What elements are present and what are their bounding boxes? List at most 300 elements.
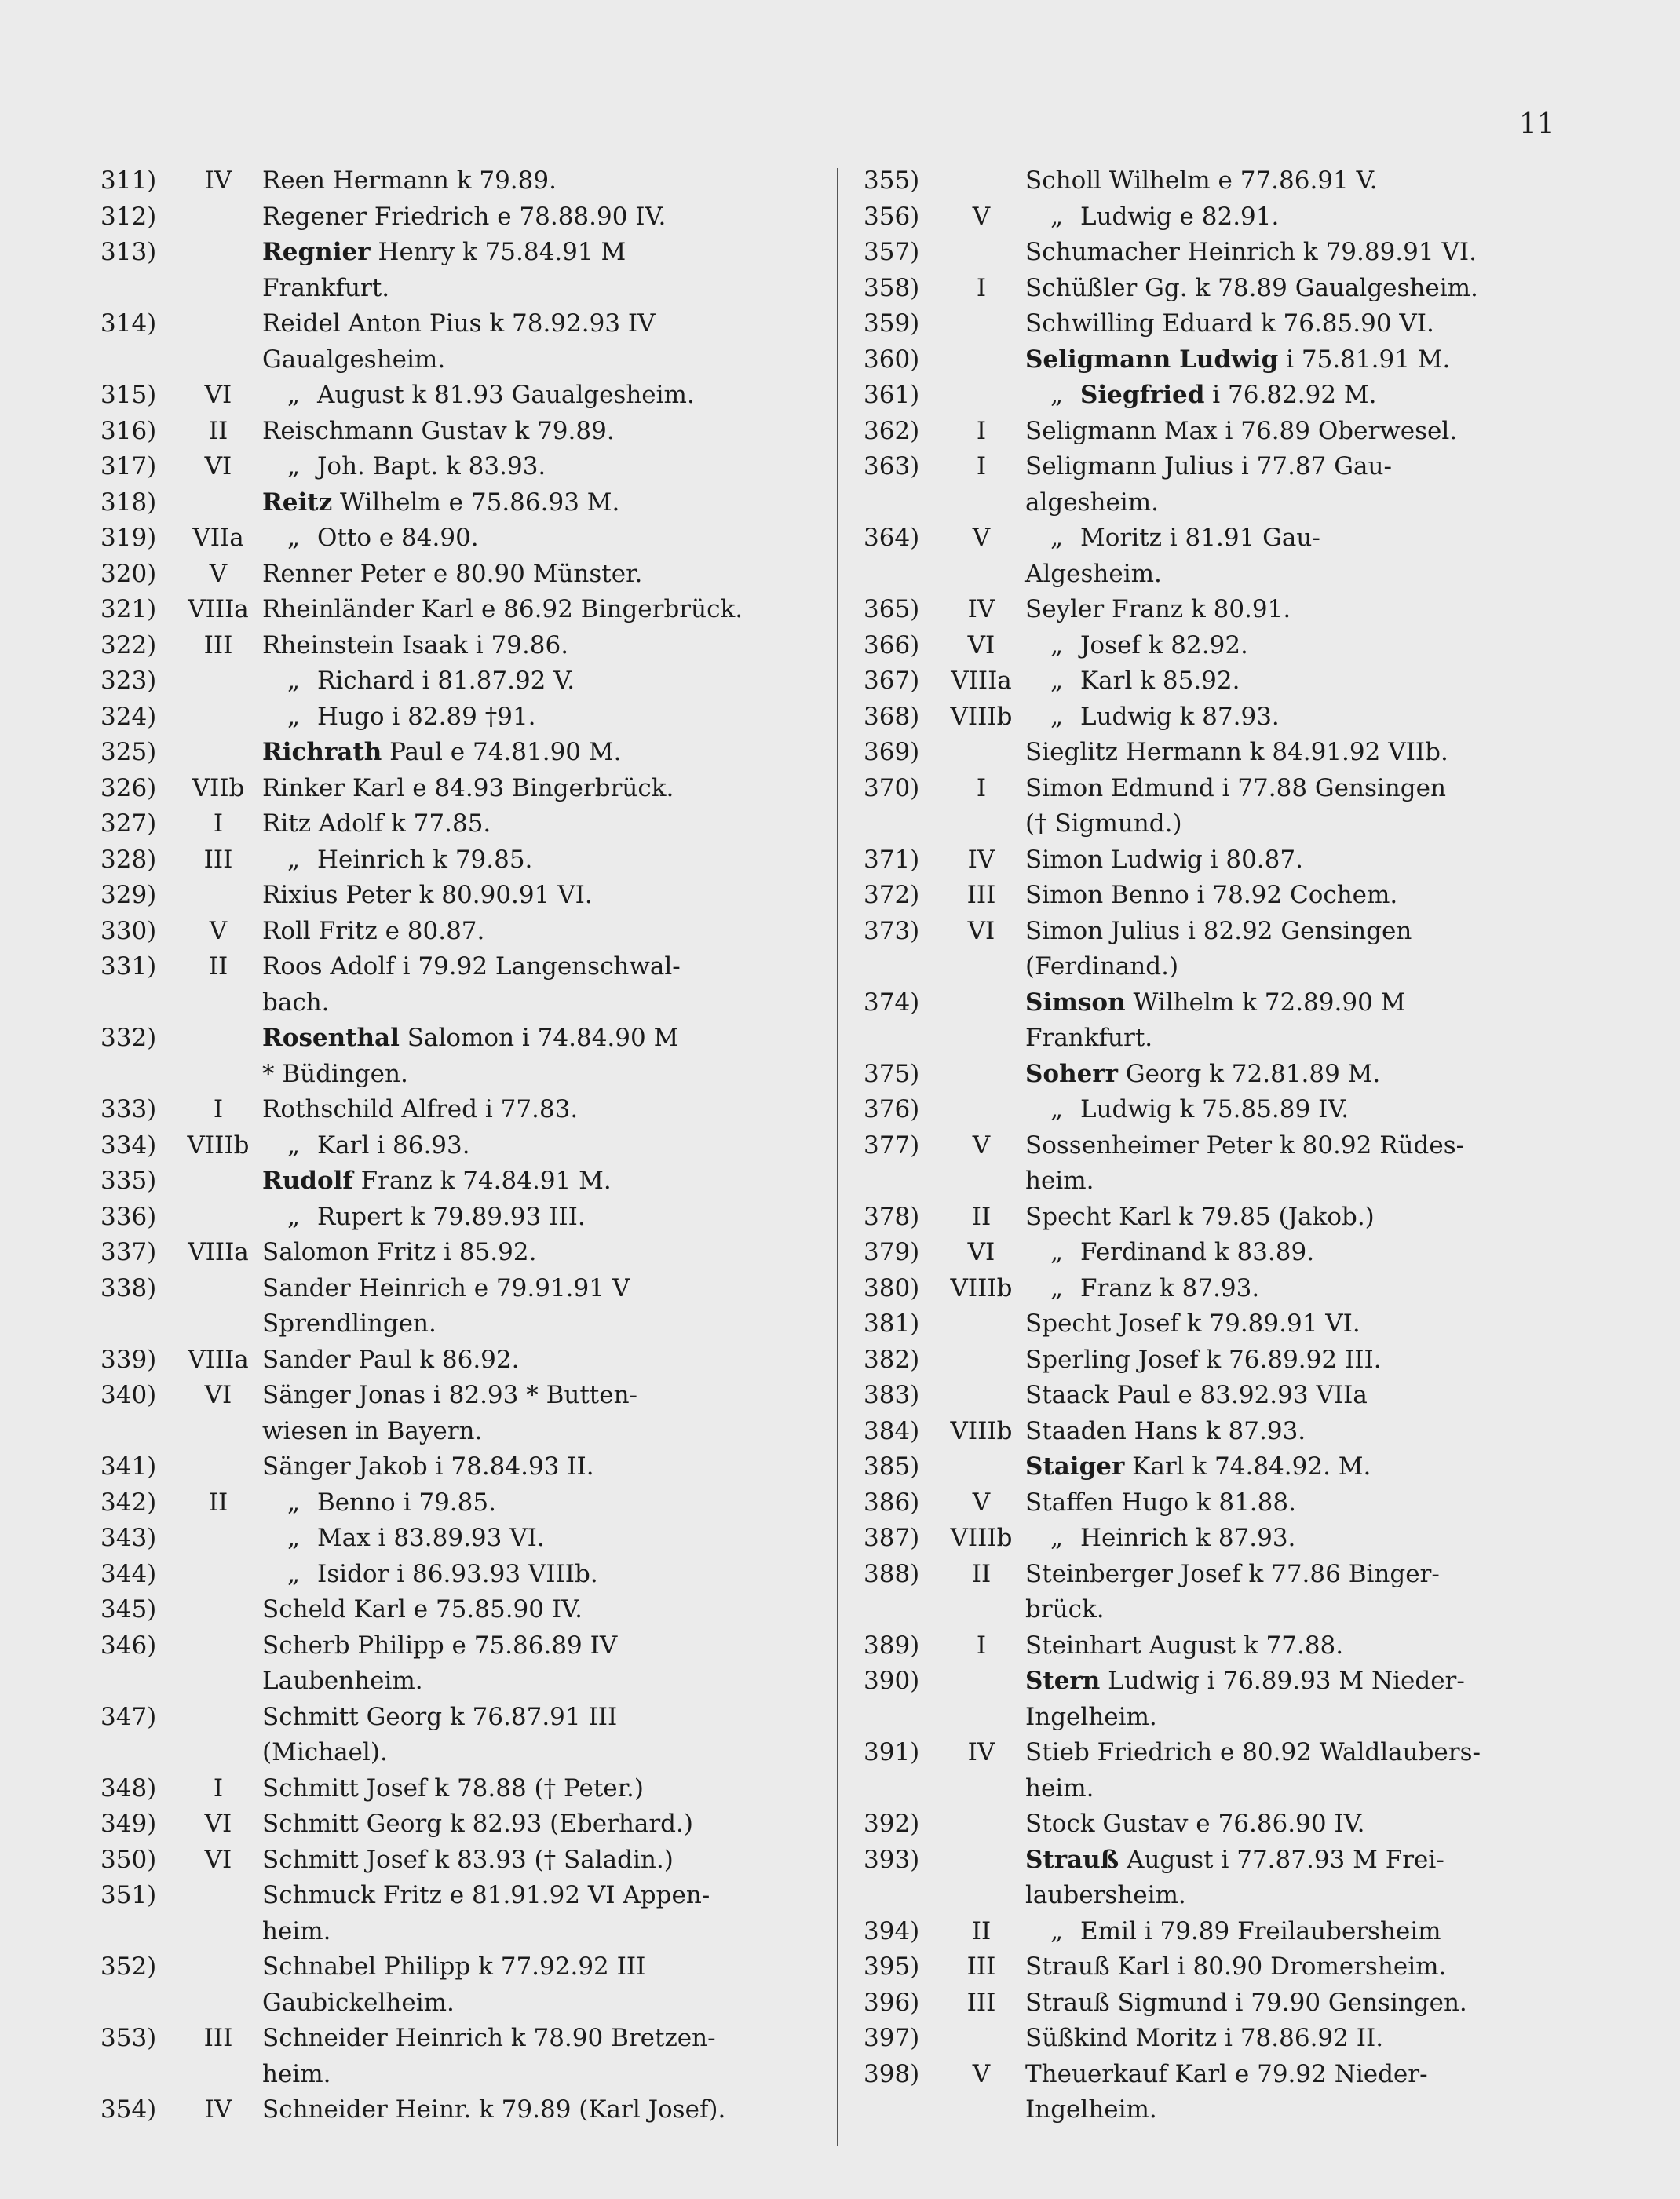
entry-text (262, 1342, 804, 1379)
entry-details: Specht Josef k 79.89.91 VI. (1025, 1310, 1360, 1338)
entry-details: Simon Edmund i 77.88 Gensingen (1025, 773, 1446, 802)
entry-text (262, 1843, 804, 1879)
entry-class: VIIb (192, 773, 245, 802)
entry-details: Karl i 86.93. (317, 1131, 470, 1160)
ditto-mark: „ (287, 1488, 301, 1517)
entry-line (864, 271, 1617, 307)
entry-text (1025, 2057, 1567, 2093)
entry-class: III (966, 1952, 996, 1981)
entry-text (1025, 1092, 1567, 1128)
entry-continuation: Laubenheim. (262, 1667, 423, 1695)
entry-number: 368) (864, 702, 920, 731)
entry-line (864, 199, 1617, 236)
entry-continuation-line (864, 1878, 1617, 1914)
entry-class: I (213, 1095, 224, 1123)
entry-continuation: Gaualgesheim. (262, 345, 446, 374)
ditto-mark: „ (287, 845, 301, 874)
entry-number: 344) (100, 1559, 157, 1588)
entry-number: 374) (864, 988, 920, 1017)
entry-bold-name: Stern (1025, 1667, 1101, 1695)
ditto-mark: „ (1050, 667, 1064, 695)
entry-continuation: († Sigmund.) (1025, 809, 1182, 838)
entry-details: Reen Hermann k 79.89. (262, 166, 557, 195)
entry-line (864, 1628, 1617, 1664)
entry-continuation-line (864, 2092, 1617, 2128)
entry-text (1025, 1985, 1567, 2022)
entry-continuation-line (864, 1771, 1617, 1807)
entry-number: 342) (100, 1488, 157, 1517)
entry-text (262, 700, 804, 736)
entry-text (1025, 1664, 1567, 1700)
entry-text (1025, 1557, 1567, 1593)
entry-line (100, 1485, 854, 1521)
ditto-mark: „ (1050, 524, 1064, 552)
entry-continuation-line (100, 271, 854, 307)
entry-text (262, 1771, 804, 1807)
entry-number: 348) (100, 1773, 157, 1803)
entry-number: 343) (100, 1524, 157, 1552)
entry-details: August i 77.87.93 M Frei- (1127, 1845, 1444, 1874)
entry-line (100, 1592, 854, 1628)
entry-class: I (976, 452, 987, 480)
entry-continuation: brück. (1025, 1595, 1105, 1624)
entry-line (100, 1878, 854, 1914)
entry-number: 369) (864, 738, 920, 766)
entry-number: 354) (100, 2095, 157, 2124)
ditto-mark: „ (1050, 1095, 1064, 1123)
entry-details: i 75.81.91 M. (1286, 345, 1451, 374)
entry-details: Rupert k 79.89.93 III. (317, 1202, 586, 1231)
entry-continuation: * Büdingen. (262, 1059, 408, 1088)
entry-text (262, 557, 804, 593)
entry-text (262, 592, 804, 628)
entry-text (1025, 735, 1567, 771)
entry-class: V (972, 2059, 991, 2088)
entry-line (100, 1771, 854, 1807)
entry-number: 327) (100, 809, 157, 838)
entry-details: Rheinstein Isaak i 79.86. (262, 630, 569, 659)
entry-class: IV (967, 845, 995, 874)
entry-text (1025, 1057, 1567, 1093)
entry-number: 326) (100, 773, 157, 802)
entry-continuation: heim. (1025, 1773, 1094, 1803)
entry-continuation: Ingelheim. (1025, 2095, 1157, 2124)
entry-text (1025, 700, 1567, 736)
entry-number: 340) (100, 1381, 157, 1409)
entry-class: II (208, 1488, 228, 1517)
entry-text (1025, 771, 1567, 807)
entry-class: I (976, 773, 987, 802)
entry-continuation-line (864, 485, 1617, 521)
entry-number: 325) (100, 738, 157, 766)
entry-details: Sperling Josef k 76.89.92 III. (1025, 1345, 1382, 1374)
entry-details: Theuerkauf Karl e 79.92 Nieder- (1025, 2059, 1428, 2088)
entry-line (100, 1949, 854, 1985)
entry-details: Karl k 85.92. (1080, 667, 1240, 695)
entry-text (262, 1521, 804, 1557)
entry-line (864, 663, 1617, 700)
ditto-mark: „ (1050, 1273, 1064, 1302)
entry-line (100, 1557, 854, 1593)
entry-number: 371) (864, 845, 920, 874)
entry-number: 316) (100, 416, 157, 445)
entry-number: 349) (100, 1810, 157, 1838)
entry-line (100, 700, 854, 736)
entry-details: Reischmann Gustav k 79.89. (262, 416, 615, 445)
entry-line (100, 1235, 854, 1271)
entry-text (1025, 1628, 1567, 1664)
entry-line (100, 1521, 854, 1557)
entry-details: Josef k 82.92. (1080, 630, 1248, 659)
entry-line (864, 1200, 1617, 1236)
entry-class: VIIIb (187, 1131, 250, 1160)
entry-details: Ferdinand k 83.89. (1080, 1238, 1315, 1266)
entry-class: IV (204, 2095, 232, 2124)
entry-class: VIIIb (950, 1524, 1013, 1552)
entry-line (864, 1485, 1617, 1521)
entry-class: I (213, 1773, 224, 1803)
entry-number: 396) (864, 1988, 920, 2017)
entry-line (864, 1057, 1617, 1093)
entry-line (100, 592, 854, 628)
entry-number: 393) (864, 1845, 920, 1874)
entry-class: II (208, 952, 228, 981)
entry-text (1025, 199, 1567, 236)
entry-number: 388) (864, 1559, 920, 1588)
entry-class: I (976, 416, 987, 445)
entry-text (262, 735, 804, 771)
entry-continuation: (Ferdinand.) (1025, 952, 1179, 981)
entry-text (1025, 1235, 1567, 1271)
entry-number: 398) (864, 2059, 920, 2088)
entry-number: 353) (100, 2024, 157, 2052)
entry-details: August k 81.93 Gaualgesheim. (317, 381, 695, 409)
entry-details: Sander Heinrich e 79.91.91 V (262, 1273, 630, 1302)
entry-details: Schwilling Eduard k 76.85.90 VI. (1025, 309, 1434, 338)
entry-number: 380) (864, 1273, 920, 1302)
entry-continuation-line (864, 1021, 1617, 1057)
entry-line (864, 735, 1617, 771)
entry-number: 333) (100, 1095, 157, 1123)
entry-line (100, 1092, 854, 1128)
entry-line (100, 414, 854, 450)
entry-continuation: bach. (262, 988, 330, 1017)
entry-text (262, 521, 804, 557)
entry-line (864, 342, 1617, 378)
entry-details: Max i 83.89.93 VI. (317, 1524, 545, 1552)
entry-details: Karl k 74.84.92. M. (1132, 1452, 1371, 1481)
entry-continuation-line (100, 2057, 854, 2093)
entry-details: Scholl Wilhelm e 77.86.91 V. (1025, 166, 1378, 195)
entry-details: Paul e 74.81.90 M. (389, 738, 622, 766)
entry-line (100, 306, 854, 342)
entry-number: 350) (100, 1845, 157, 1874)
entry-number: 377) (864, 1131, 920, 1160)
entry-details: Richard i 81.87.92 V. (317, 667, 575, 695)
entry-details: Simon Julius i 82.92 Gensingen (1025, 916, 1412, 945)
entry-number: 318) (100, 488, 157, 517)
entry-line (864, 1449, 1617, 1485)
entry-number: 385) (864, 1452, 920, 1481)
entry-details: Schnabel Philipp k 77.92.92 III (262, 1952, 646, 1981)
entry-details: Reidel Anton Pius k 78.92.93 IV (262, 309, 656, 338)
entry-text (262, 1235, 804, 1271)
entry-number: 392) (864, 1810, 920, 1838)
entry-class: IV (967, 1738, 995, 1766)
entry-number: 390) (864, 1667, 920, 1695)
entry-number: 334) (100, 1131, 157, 1160)
entry-number: 379) (864, 1238, 920, 1266)
entry-class: II (971, 1916, 992, 1945)
entry-class: VI (967, 630, 995, 659)
entry-class: VIIIb (950, 1416, 1013, 1445)
entry-details: Roll Fritz e 80.87. (262, 916, 485, 945)
entry-class: III (203, 845, 233, 874)
entry-class: VI (967, 1238, 995, 1266)
entry-details: Otto e 84.90. (317, 524, 479, 552)
entry-class: III (203, 630, 233, 659)
entry-number: 358) (864, 273, 920, 302)
entry-class: VI (204, 381, 232, 409)
entry-text (262, 806, 804, 842)
entry-class: I (976, 273, 987, 302)
entry-details: Schumacher Heinrich k 79.89.91 VI. (1025, 238, 1477, 266)
entry-continuation-line (100, 1985, 854, 2022)
entry-line (100, 1021, 854, 1057)
entry-text (1025, 1806, 1567, 1843)
entry-continuation-line (864, 1592, 1617, 1628)
entry-number: 370) (864, 773, 920, 802)
entry-text (1025, 1306, 1567, 1342)
entry-details: Franz k 87.93. (1080, 1273, 1260, 1302)
entry-number: 381) (864, 1310, 920, 1338)
entry-class: V (972, 524, 991, 552)
entry-details: Ludwig e 82.91. (1080, 202, 1280, 231)
entry-class: V (972, 1488, 991, 1517)
entry-text (262, 449, 804, 485)
entry-line (864, 414, 1617, 450)
ditto-mark: „ (287, 452, 301, 480)
entry-continuation-line (100, 1414, 854, 1450)
entry-line (100, 949, 854, 985)
entry-line (864, 235, 1617, 271)
entry-line (100, 1200, 854, 1236)
entry-line (864, 306, 1617, 342)
entry-text (262, 1700, 804, 1736)
entry-line (864, 1557, 1617, 1593)
entry-class: VIIIa (188, 1238, 249, 1266)
entry-class: VI (967, 916, 995, 945)
entry-bold-name: Siegfried (1080, 381, 1205, 409)
entry-details: Isidor i 86.93.93 VIIIb. (317, 1559, 598, 1588)
entry-number: 372) (864, 881, 920, 909)
entry-details: Heinrich k 79.85. (317, 845, 533, 874)
entry-line (864, 378, 1617, 414)
entry-number: 367) (864, 667, 920, 695)
entry-number: 313) (100, 238, 157, 266)
entry-line (100, 557, 854, 593)
ditto-mark: „ (1050, 630, 1064, 659)
entry-details: Ludwig k 75.85.89 IV. (1080, 1095, 1349, 1123)
entry-text (1025, 1414, 1567, 1450)
entry-details: Joh. Bapt. k 83.93. (317, 452, 546, 480)
entry-number: 383) (864, 1381, 920, 1409)
entry-details: Rothschild Alfred i 77.83. (262, 1095, 579, 1123)
entry-number: 391) (864, 1738, 920, 1766)
entry-continuation-line (864, 557, 1617, 593)
entry-text (262, 1557, 804, 1593)
entry-number: 328) (100, 845, 157, 874)
entry-number: 373) (864, 916, 920, 945)
entry-line (100, 1271, 854, 1307)
entry-text (1025, 1521, 1567, 1557)
entry-line (864, 1664, 1617, 1700)
entry-details: Benno i 79.85. (317, 1488, 496, 1517)
entry-text (1025, 842, 1567, 879)
entry-number: 329) (100, 881, 157, 909)
entry-text (1025, 1485, 1567, 1521)
entry-text (1025, 914, 1567, 950)
entry-details: Schmitt Georg k 82.93 (Eberhard.) (262, 1810, 693, 1838)
entry-text (1025, 163, 1567, 199)
entry-bold-name: Rudolf (262, 1167, 353, 1195)
entry-text (262, 628, 804, 664)
entry-number: 364) (864, 524, 920, 552)
entry-text (262, 1592, 804, 1628)
entry-line (864, 1735, 1617, 1771)
entry-line (100, 842, 854, 879)
entry-line (100, 663, 854, 700)
entry-details: Schmuck Fritz e 81.91.92 VI Appen- (262, 1881, 710, 1909)
entry-details: Schneider Heinr. k 79.89 (Karl Josef). (262, 2095, 726, 2124)
entry-class: I (213, 809, 224, 838)
entry-number: 314) (100, 309, 157, 338)
entry-line (864, 700, 1617, 736)
entry-text (262, 1949, 804, 1985)
entry-text (1025, 235, 1567, 271)
entry-text (1025, 628, 1567, 664)
entry-line (864, 628, 1617, 664)
entry-text (262, 2092, 804, 2128)
entry-line (100, 163, 854, 199)
entry-details: Rinker Karl e 84.93 Bingerbrück. (262, 773, 674, 802)
entry-number: 336) (100, 1202, 157, 1231)
entry-number: 331) (100, 952, 157, 981)
entry-number: 352) (100, 1952, 157, 1981)
entry-class: VIIa (192, 524, 244, 552)
ditto-mark: „ (287, 667, 301, 695)
entry-class: VIIIa (188, 595, 249, 623)
entry-line (100, 1128, 854, 1164)
entry-continuation: Sprendlingen. (262, 1310, 436, 1338)
entry-number: 375) (864, 1059, 920, 1088)
entry-details: Strauß Karl i 80.90 Dromersheim. (1025, 1952, 1447, 1981)
entry-line (864, 1128, 1617, 1164)
ditto-mark: „ (1050, 1916, 1064, 1945)
entry-continuation-line (864, 1700, 1617, 1736)
entry-number: 332) (100, 1024, 157, 1052)
ditto-mark: „ (287, 381, 301, 409)
entry-class: VIIIa (188, 1345, 249, 1374)
entry-line (864, 1985, 1617, 2022)
entry-class: II (971, 1202, 992, 1231)
entry-number: 312) (100, 202, 157, 231)
entry-class: VI (204, 1381, 232, 1409)
entry-line (864, 449, 1617, 485)
entry-line (864, 163, 1617, 199)
entry-line (100, 735, 854, 771)
entry-class: I (976, 1631, 987, 1660)
entry-text (262, 1806, 804, 1843)
entry-details: Moritz i 81.91 Gau- (1080, 524, 1320, 552)
entry-details: Strauß Sigmund i 79.90 Gensingen. (1025, 1988, 1467, 2017)
ditto-mark: „ (287, 1131, 301, 1160)
entry-details: Renner Peter e 80.90 Münster. (262, 559, 643, 588)
entry-text (262, 1163, 804, 1200)
entry-continuation: Frankfurt. (262, 273, 390, 302)
entry-line (864, 1949, 1617, 1985)
entry-class: II (971, 1559, 992, 1588)
entry-line (100, 914, 854, 950)
entry-details: Georg k 72.81.89 M. (1125, 1059, 1381, 1088)
entry-text (1025, 449, 1567, 485)
entry-text (1025, 878, 1567, 914)
entry-number: 397) (864, 2024, 920, 2052)
entry-continuation: laubersheim. (1025, 1881, 1186, 1909)
entry-continuation-line (100, 1057, 854, 1093)
entry-line (100, 628, 854, 664)
entry-number: 363) (864, 452, 920, 480)
entry-continuation-line (864, 949, 1617, 985)
entry-number: 338) (100, 1273, 157, 1302)
entry-text (262, 842, 804, 879)
entry-number: 320) (100, 559, 157, 588)
ditto-mark: „ (287, 702, 301, 731)
entry-text (262, 1128, 804, 1164)
entry-details: Emil i 79.89 Freilaubersheim (1080, 1916, 1441, 1945)
entry-text (262, 163, 804, 199)
entry-details: Staffen Hugo k 81.88. (1025, 1488, 1296, 1517)
entry-details: Steinhart August k 77.88. (1025, 1631, 1344, 1660)
entry-text (1025, 306, 1567, 342)
entry-number: 346) (100, 1631, 157, 1660)
entry-text (1025, 985, 1567, 1021)
entry-line (864, 1414, 1617, 1450)
entry-line (100, 1378, 854, 1414)
entry-line (100, 1449, 854, 1485)
entry-continuation-line (100, 1735, 854, 1771)
entry-continuation-line (100, 1914, 854, 1950)
entry-text (262, 378, 804, 414)
entry-number: 357) (864, 238, 920, 266)
entry-details: Salomon Fritz i 85.92. (262, 1238, 537, 1266)
entry-details: Regener Friedrich e 78.88.90 IV. (262, 202, 667, 231)
entry-number: 335) (100, 1167, 157, 1195)
entry-text (262, 1628, 804, 1664)
entry-details: Seyler Franz k 80.91. (1025, 595, 1291, 623)
entry-line (864, 1271, 1617, 1307)
entry-details: Stieb Friedrich e 80.92 Waldlaubers- (1025, 1738, 1481, 1766)
entry-class: VI (204, 1845, 232, 1874)
entry-number: 360) (864, 345, 920, 374)
entry-line (100, 485, 854, 521)
entry-bold-name: Strauß (1025, 1845, 1119, 1874)
entry-number: 378) (864, 1202, 920, 1231)
entry-continuation: algesheim. (1025, 488, 1159, 517)
entry-line (100, 806, 854, 842)
entry-text (262, 306, 804, 342)
entry-text (262, 1378, 804, 1414)
